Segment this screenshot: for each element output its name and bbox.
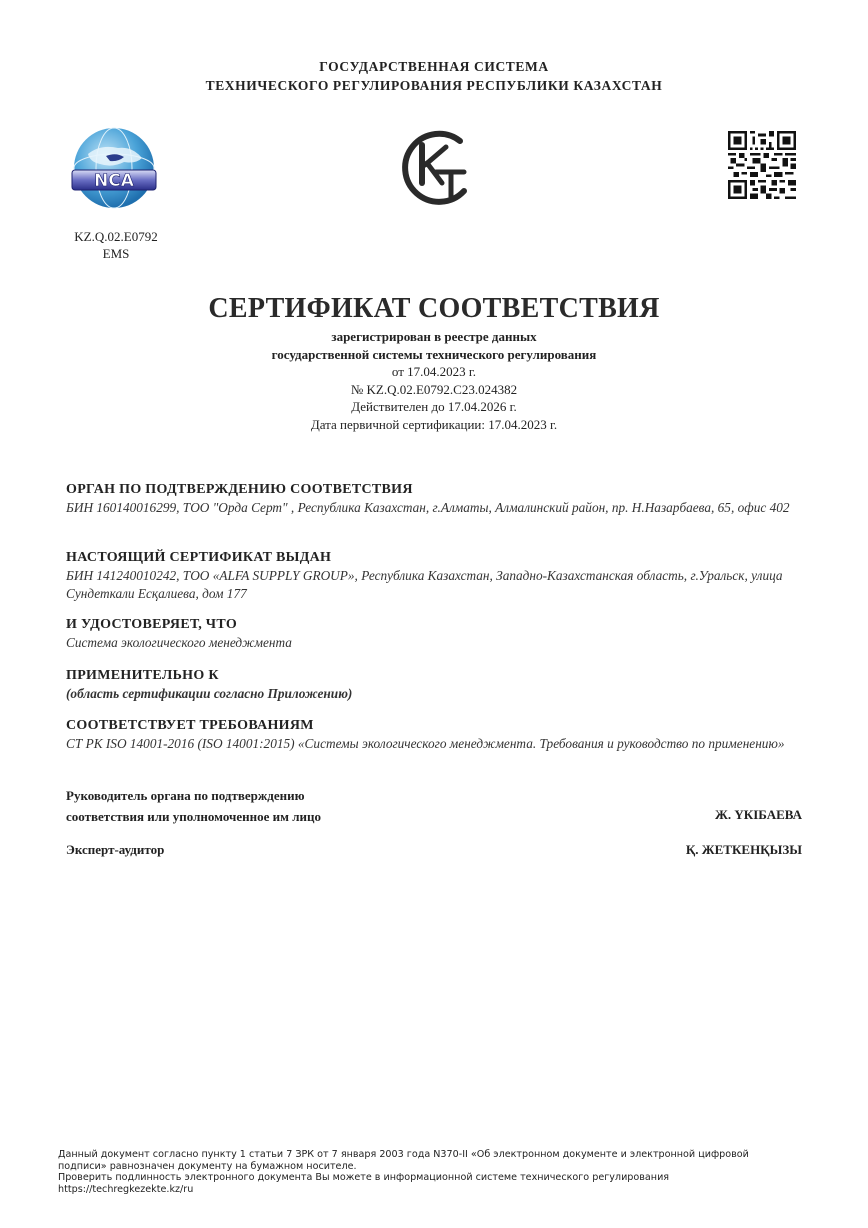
footer-line-2: подписи» равнозначен документу на бумажном носителе. (58, 1160, 357, 1172)
kt-conformity-mark-icon (398, 125, 474, 207)
registration-date: от 17.04.2023 г. (391, 364, 477, 379)
section-text: БИН 160140016299, ТОО "Орда Серт" , Республика Казахстан, г.Алматы, Алмалинский район, пр. Н.Назарбаева, 65, офис 402 (66, 500, 790, 515)
certificate-title: СЕРТИФИКАТ СООТВЕТСТВИЯ (208, 293, 660, 324)
section-text: (область сертификации согласно Приложению) (66, 686, 353, 701)
nca-globe-logo-icon (66, 124, 162, 220)
auditor-name: Қ. ЖЕТКЕНҚЫЗЫ (685, 842, 802, 857)
legal-footer (58, 1149, 818, 1195)
auditor-label: Эксперт-аудитор (66, 842, 165, 857)
section-text: БИН 141240010242, ТОО «ALFA SUPPLY GROUP», Республика Казахстан, Западно-Казахстанская область, г.Уральск, улица Сундеткали Есқалиева, дом 177 (66, 568, 783, 601)
section-text: Система экологического менеджмента (66, 635, 292, 650)
section-certifies-that (66, 616, 806, 652)
footer-line-1: Данный документ согласно пункту 1 статьи 7 ЗРК от 7 января 2003 года N370-II «Об электронном документе и электронной цифровой (58, 1149, 749, 1160)
header-line-2: ТЕХНИЧЕСКОГО РЕГУЛИРОВАНИЯ РЕСПУБЛИКИ КАЗАХСТАН (205, 78, 663, 93)
section-complies-with (66, 717, 806, 753)
initial-certification-date: Дата первичной сертификации: 17.04.2023 г. (310, 416, 558, 432)
accreditation-code: KZ.Q.02.E0792 (74, 229, 158, 244)
section-heading: ПРИМЕНИТЕЛЬНО К (66, 668, 219, 683)
section-issued-to (66, 549, 806, 603)
head-label-line-2: соответствия или уполномоченное им лицо (66, 809, 321, 824)
section-heading: И УДОСТОВЕРЯЕТ, ЧТО (66, 617, 238, 632)
section-heading: СООТВЕТСТВУЕТ ТРЕБОВАНИЯМ (66, 718, 314, 733)
verification-link[interactable]: https://techregkezekte.kz/ru (58, 1183, 194, 1195)
section-certification-body (66, 481, 806, 517)
footer-line-3: Проверить подлинность электронного документа Вы можете в информационной системе технического регулирования (58, 1172, 670, 1183)
section-heading: НАСТОЯЩИЙ СЕРТИФИКАТ ВЫДАН (66, 550, 332, 565)
government-system-header (0, 57, 868, 95)
section-text: СТ РК ISO 14001-2016 (ISO 14001:2015) «Системы экологического менеджмента. Требования и руководство по применению» (66, 736, 785, 751)
accreditation-info (52, 228, 180, 262)
registered-line-2: государственной системы технического регулирования (271, 346, 597, 362)
qr-code-icon[interactable] (728, 131, 796, 199)
section-heading: ОРГАН ПО ПОДТВЕРЖДЕНИЮ СООТВЕТСТВИЯ (66, 482, 413, 497)
svg-text:NCA: NCA (94, 171, 134, 191)
header-line-1: ГОСУДАРСТВЕННАЯ СИСТЕМА (319, 59, 549, 74)
certificate-number: № KZ.Q.02.E0792.C23.024382 (350, 381, 518, 397)
registration-block (0, 328, 868, 433)
head-signatory-name: Ж. ҮКІБАЕВА (715, 807, 802, 822)
head-signatory-label (66, 785, 321, 827)
section-applicable-to (66, 667, 806, 703)
accreditation-type: EMS (102, 246, 130, 261)
valid-until: Действителен до 17.04.2026 г. (351, 399, 517, 414)
head-label-line-1: Руководитель органа по подтверждению (66, 788, 305, 803)
registered-line-1: зарегистрирован в реестре данных (331, 329, 537, 344)
